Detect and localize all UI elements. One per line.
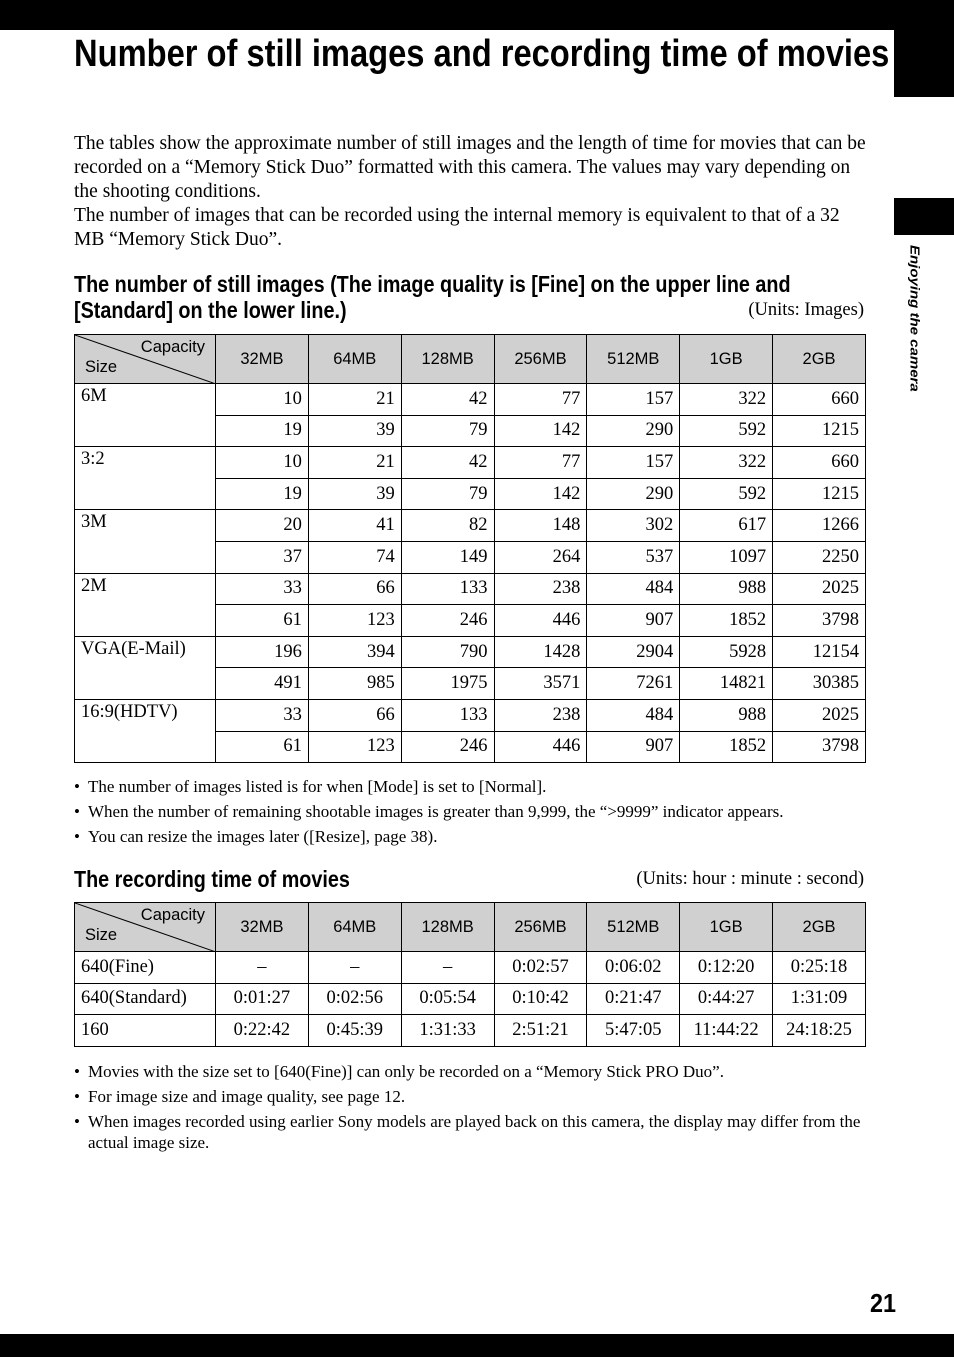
- intro-paragraph-2: The number of images that can be recorded using the internal memory is equivalent to that of a 32 MB “Memory Stick Duo”.: [74, 205, 840, 250]
- standard-count-cell: 1097: [680, 541, 773, 573]
- fine-count-cell: 148: [494, 510, 587, 542]
- size-label: 2M: [75, 573, 216, 636]
- standard-count-cell: 2250: [773, 541, 866, 573]
- standard-count-cell: 30385: [773, 668, 866, 700]
- top-bar: [0, 0, 954, 30]
- standard-count-cell: 123: [308, 605, 401, 637]
- recording-time-cell: 0:22:42: [216, 1015, 309, 1047]
- fine-count-cell: 617: [680, 510, 773, 542]
- fine-count-cell: 1428: [494, 636, 587, 668]
- corner-capacity-label: Capacity: [140, 906, 205, 924]
- table-row: [75, 447, 866, 479]
- fine-count-cell: 484: [587, 699, 680, 731]
- fine-count-cell: 33: [216, 573, 309, 605]
- standard-count-cell: 3798: [773, 731, 866, 763]
- size-label: 160: [75, 1015, 216, 1047]
- standard-count-cell: 14821: [680, 668, 773, 700]
- standard-count-cell: 1215: [773, 415, 866, 447]
- fine-count-cell: 988: [680, 699, 773, 731]
- recording-time-cell: 0:21:47: [587, 983, 680, 1015]
- standard-count-cell: 907: [587, 605, 680, 637]
- table-row: [75, 636, 866, 668]
- standard-count-cell: 142: [494, 415, 587, 447]
- size-label: 3M: [75, 510, 216, 573]
- standard-count-cell: 264: [494, 541, 587, 573]
- movies-units: (Units: hour : minute : second): [636, 869, 864, 889]
- column-header: 512MB: [587, 903, 680, 952]
- standard-count-cell: 79: [401, 415, 494, 447]
- recording-time-cell: 0:06:02: [587, 952, 680, 984]
- fine-count-cell: 157: [587, 384, 680, 416]
- recording-time-cell: 5:47:05: [587, 1015, 680, 1047]
- table-row: [75, 384, 866, 416]
- table-row: [75, 573, 866, 605]
- recording-time-cell: 0:44:27: [680, 983, 773, 1015]
- fine-count-cell: 10: [216, 447, 309, 479]
- note-item: • When the number of remaining shootable images is greater than 9,999, the “>9999” indicator appears.: [74, 801, 864, 822]
- movie-table-corner-header: [75, 903, 216, 952]
- recording-time-cell: 0:02:56: [308, 983, 401, 1015]
- fine-count-cell: 12154: [773, 636, 866, 668]
- standard-count-cell: 592: [680, 478, 773, 510]
- standard-count-cell: 290: [587, 478, 680, 510]
- section-tab-marker: [894, 198, 954, 235]
- standard-count-cell: 3798: [773, 605, 866, 637]
- fine-count-cell: 66: [308, 573, 401, 605]
- fine-count-cell: 322: [680, 384, 773, 416]
- side-section-label: Enjoying the camera: [907, 245, 922, 392]
- recording-time-cell: 0:12:20: [680, 952, 773, 984]
- page-number: 21: [870, 1288, 897, 1318]
- fine-count-cell: 238: [494, 573, 587, 605]
- fine-count-cell: 5928: [680, 636, 773, 668]
- fine-count-cell: 42: [401, 384, 494, 416]
- standard-count-cell: 19: [216, 415, 309, 447]
- movie-notes-list: [74, 1061, 864, 1157]
- note-item: • When images recorded using earlier Sony models are played back on this camera, the display may differ from the actual image size.: [74, 1111, 864, 1153]
- movie-table-header-row: [75, 903, 866, 952]
- fine-count-cell: 20: [216, 510, 309, 542]
- standard-count-cell: 149: [401, 541, 494, 573]
- standard-count-cell: 19: [216, 478, 309, 510]
- standard-count-cell: 1215: [773, 478, 866, 510]
- recording-time-cell: –: [216, 952, 309, 984]
- table-row: [75, 510, 866, 542]
- intro-text: [74, 132, 874, 252]
- note-item: • For image size and image quality, see page 12.: [74, 1086, 864, 1107]
- fine-count-cell: 484: [587, 573, 680, 605]
- movie-time-table: [74, 902, 866, 1047]
- size-label: 640(Fine): [75, 952, 216, 984]
- recording-time-cell: –: [308, 952, 401, 984]
- recording-time-cell: 0:02:57: [494, 952, 587, 984]
- bottom-bar: [0, 1334, 954, 1357]
- movies-heading: The recording time of movies: [74, 866, 350, 892]
- standard-count-cell: 907: [587, 731, 680, 763]
- table-row: [75, 983, 866, 1015]
- fine-count-cell: 2904: [587, 636, 680, 668]
- fine-count-cell: 790: [401, 636, 494, 668]
- standard-count-cell: 1852: [680, 731, 773, 763]
- standard-count-cell: 3571: [494, 668, 587, 700]
- size-label: 6M: [75, 384, 216, 447]
- column-header: 256MB: [494, 903, 587, 952]
- corner-size-label: Size: [85, 926, 118, 944]
- fine-count-cell: 133: [401, 573, 494, 605]
- column-header: 128MB: [401, 335, 494, 384]
- standard-count-cell: 246: [401, 605, 494, 637]
- corner-size-label: Size: [85, 358, 118, 376]
- column-header: 64MB: [308, 335, 401, 384]
- fine-count-cell: 77: [494, 384, 587, 416]
- size-label: VGA(E-Mail): [75, 636, 216, 699]
- still-images-table: [74, 334, 866, 763]
- standard-count-cell: 491: [216, 668, 309, 700]
- still-table-corner-header: [75, 335, 216, 384]
- standard-count-cell: 123: [308, 731, 401, 763]
- fine-count-cell: 660: [773, 384, 866, 416]
- fine-count-cell: 2025: [773, 573, 866, 605]
- fine-count-cell: 77: [494, 447, 587, 479]
- still-table-header-row: [75, 335, 866, 384]
- standard-count-cell: 537: [587, 541, 680, 573]
- still-notes-list: [74, 776, 864, 851]
- fine-count-cell: 322: [680, 447, 773, 479]
- fine-count-cell: 133: [401, 699, 494, 731]
- page-title: Number of still images and recording time of movies: [74, 33, 890, 75]
- standard-count-cell: 142: [494, 478, 587, 510]
- fine-count-cell: 10: [216, 384, 309, 416]
- recording-time-cell: 11:44:22: [680, 1015, 773, 1047]
- standard-count-cell: 61: [216, 731, 309, 763]
- standard-count-cell: 1975: [401, 668, 494, 700]
- column-header: 2GB: [773, 335, 866, 384]
- fine-count-cell: 988: [680, 573, 773, 605]
- fine-count-cell: 41: [308, 510, 401, 542]
- note-item: • You can resize the images later ([Resize], page 38).: [74, 826, 864, 847]
- fine-count-cell: 660: [773, 447, 866, 479]
- standard-count-cell: 39: [308, 478, 401, 510]
- recording-time-cell: –: [401, 952, 494, 984]
- fine-count-cell: 196: [216, 636, 309, 668]
- column-header: 64MB: [308, 903, 401, 952]
- note-item: • Movies with the size set to [640(Fine)] can only be recorded on a “Memory Stick PRO Duo”.: [74, 1061, 864, 1082]
- standard-count-cell: 74: [308, 541, 401, 573]
- standard-count-cell: 1852: [680, 605, 773, 637]
- standard-count-cell: 246: [401, 731, 494, 763]
- standard-count-cell: 61: [216, 605, 309, 637]
- fine-count-cell: 157: [587, 447, 680, 479]
- fine-count-cell: 394: [308, 636, 401, 668]
- size-label: 640(Standard): [75, 983, 216, 1015]
- note-item: • The number of images listed is for when [Mode] is set to [Normal].: [74, 776, 864, 797]
- column-header: 512MB: [587, 335, 680, 384]
- fine-count-cell: 1266: [773, 510, 866, 542]
- fine-count-cell: 33: [216, 699, 309, 731]
- standard-count-cell: 39: [308, 415, 401, 447]
- recording-time-cell: 0:01:27: [216, 983, 309, 1015]
- table-row: [75, 1015, 866, 1047]
- recording-time-cell: 1:31:33: [401, 1015, 494, 1047]
- column-header: 256MB: [494, 335, 587, 384]
- standard-count-cell: 446: [494, 605, 587, 637]
- fine-count-cell: 21: [308, 447, 401, 479]
- recording-time-cell: 2:51:21: [494, 1015, 587, 1047]
- recording-time-cell: 24:18:25: [773, 1015, 866, 1047]
- still-images-heading: The number of still images (The image quality is [Fine] on the upper line and [Standard] on the lower line.): [74, 271, 791, 323]
- column-header: 128MB: [401, 903, 494, 952]
- corner-capacity-label: Capacity: [140, 338, 205, 356]
- standard-count-cell: 985: [308, 668, 401, 700]
- section-tab-block: [894, 30, 954, 97]
- fine-count-cell: 42: [401, 447, 494, 479]
- standard-count-cell: 79: [401, 478, 494, 510]
- size-label: 3:2: [75, 447, 216, 510]
- fine-count-cell: 21: [308, 384, 401, 416]
- fine-count-cell: 302: [587, 510, 680, 542]
- fine-count-cell: 82: [401, 510, 494, 542]
- recording-time-cell: 0:05:54: [401, 983, 494, 1015]
- table-row: [75, 699, 866, 731]
- recording-time-cell: 0:10:42: [494, 983, 587, 1015]
- recording-time-cell: 1:31:09: [773, 983, 866, 1015]
- column-header: 32MB: [216, 903, 309, 952]
- fine-count-cell: 66: [308, 699, 401, 731]
- column-header: 2GB: [773, 903, 866, 952]
- standard-count-cell: 37: [216, 541, 309, 573]
- standard-count-cell: 290: [587, 415, 680, 447]
- column-header: 1GB: [680, 903, 773, 952]
- recording-time-cell: 0:45:39: [308, 1015, 401, 1047]
- fine-count-cell: 238: [494, 699, 587, 731]
- size-label: 16:9(HDTV): [75, 699, 216, 762]
- column-header: 32MB: [216, 335, 309, 384]
- standard-count-cell: 446: [494, 731, 587, 763]
- recording-time-cell: 0:25:18: [773, 952, 866, 984]
- column-header: 1GB: [680, 335, 773, 384]
- table-row: [75, 952, 866, 984]
- fine-count-cell: 2025: [773, 699, 866, 731]
- still-units: (Units: Images): [748, 300, 864, 320]
- standard-count-cell: 592: [680, 415, 773, 447]
- intro-paragraph-1: The tables show the approximate number of still images and the length of time for movies that can be recorded on a “Memory Stick Duo” formatted with this camera. The values may vary depending on the shooting conditions.: [74, 133, 866, 202]
- standard-count-cell: 7261: [587, 668, 680, 700]
